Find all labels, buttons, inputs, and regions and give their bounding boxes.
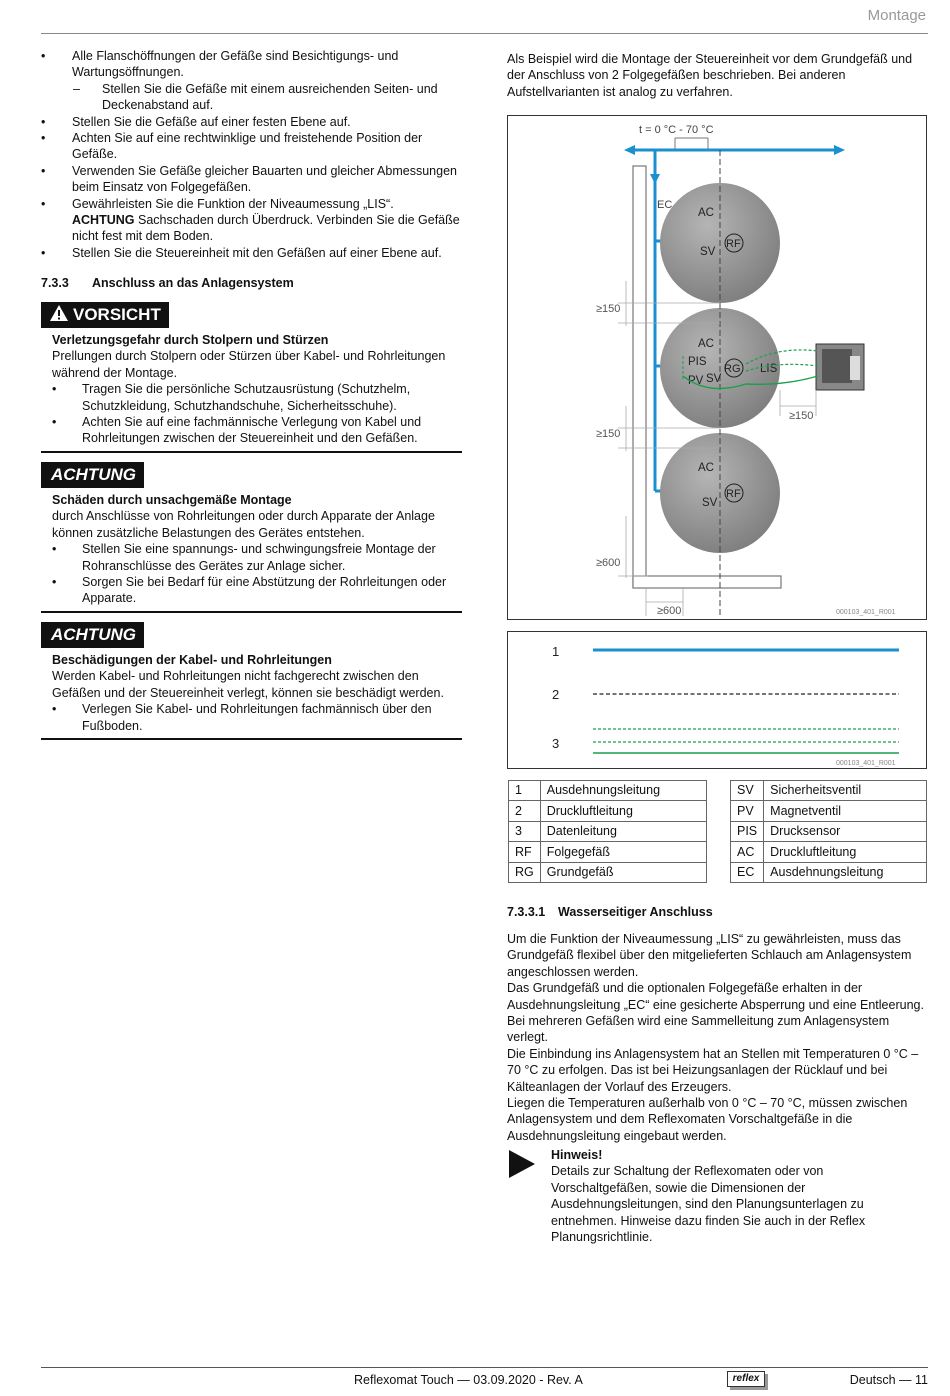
intro-paragraph: Als Beispiel wird die Montage der Steuereinheit vor dem Grundgefäß und der Anschluss von 2 Folgegefäßen beschrieben. Bei anderen Aufstellvarianten ist analog zu verfahren.	[507, 52, 913, 99]
hint-box	[551, 1147, 927, 1245]
warning-triangle-icon	[49, 304, 69, 322]
page-header-title: Montage	[867, 7, 926, 24]
water-connection-text	[507, 931, 927, 1144]
list-item: • Stellen Sie die Gefäße auf einer festen Ebene auf.	[41, 114, 466, 130]
footer-page-number: Deutsch — 11	[849, 1373, 928, 1387]
list-item: • Stellen Sie die Steuereinheit mit den Gefäßen auf einer Ebene auf.	[41, 245, 466, 261]
subsection-number: 7.3.3.1	[507, 905, 546, 919]
paragraph: Die Einbindung ins Anlagensystem hat an Stellen mit Temperaturen 0 °C – 70 °C zu erfolgen. Das ist bei Heizungsanlagen der Rücklauf und bei Kälteanlagen der Vorlauf des Erzeugers.	[507, 1046, 919, 1094]
ec-label: EC	[657, 199, 673, 211]
list-item: • Tragen Sie die persönliche Schutzausrüstung (Schutzhelm, Schutzkleidung, Schutzhandschuhe, Sicherheitsschuhe).	[52, 381, 462, 414]
achtung-title: Beschädigungen der Kabel- und Rohrleitungen	[52, 653, 332, 667]
vorsicht-title: Verletzungsgefahr durch Stolpern und Stürzen	[52, 333, 329, 347]
sv-label: SV	[706, 373, 722, 385]
dim-600-label: ≥600	[657, 605, 682, 617]
legend-value: Magnetventil	[764, 801, 927, 821]
installation-diagram	[507, 115, 927, 620]
legend-table-left	[508, 780, 707, 883]
achtung-badge: ACHTUNG	[41, 462, 144, 488]
reflex-logo: reflex	[727, 1371, 765, 1387]
rf-label: RF	[726, 488, 741, 500]
lis-label: LIS	[760, 363, 778, 375]
paragraph: Liegen die Temperaturen außerhalb von 0 °C – 70 °C, müssen zwischen Anlagensystem und dem Reflexomaten Vorschaltgefäße in die Ausdehnungsleitung eingebaut werden.	[507, 1096, 908, 1143]
list-item: • Verwenden Sie Gefäße gleicher Bauarten und gleicher Abmessungen beim Einsatz von Folgegefäßen.	[41, 163, 466, 196]
pv-label: PV	[688, 375, 704, 387]
vorsicht-text: Prellungen durch Stolpern oder Stürzen über Kabel- und Rohrleitungen während der Montage.	[52, 349, 446, 380]
list-item: • Alle Flanschöffnungen der Gefäße sind Besichtigungs- und Wartungsöffnungen.	[41, 48, 466, 81]
legend-value: Druckluftleitung	[540, 801, 706, 821]
installation-diagram-svg	[508, 116, 926, 619]
section-number: 7.3.3	[41, 276, 69, 290]
section-heading	[41, 275, 294, 291]
line-type-legend	[507, 631, 927, 769]
vorsicht-warning-box	[41, 302, 462, 453]
table-row	[509, 842, 707, 862]
legend-value: Folgegefäß	[540, 842, 706, 862]
legend-key: RF	[509, 842, 541, 862]
list-item: • Stellen Sie eine spannungs- und schwingungsfreie Montage der Rohranschlüsse des Gerätes zur Anlage sicher.	[52, 541, 462, 574]
line-type-legend-svg	[508, 632, 926, 768]
hint-arrow-icon	[509, 1150, 535, 1182]
list-item: • Achten Sie auf eine fachmännische Verlegung von Kabel und Rohrleitungen zwischen der Steuereinheit und den Gefäßen.	[52, 414, 462, 447]
legend-key: RG	[509, 862, 541, 882]
legend-key: AC	[731, 842, 764, 862]
achtung-cable-box	[41, 622, 462, 740]
section-title: Anschluss an das Anlagensystem	[92, 276, 294, 290]
achtung-badge: ACHTUNG	[41, 622, 144, 648]
line-1-label: 1	[552, 644, 560, 659]
subsection-heading	[507, 904, 713, 920]
footer-divider	[41, 1367, 928, 1368]
list-item-text: Gewährleisten Sie die Funktion der Niveaumessung „LIS“.	[72, 196, 394, 211]
header-divider	[41, 33, 928, 34]
rg-label: RG	[724, 363, 741, 375]
legend-key: 2	[509, 801, 541, 821]
legend-value: Ausdehnungsleitung	[764, 862, 927, 882]
list-item: • Verlegen Sie Kabel- und Rohrleitungen fachmännisch über den Fußboden.	[52, 701, 462, 734]
ac-label: AC	[698, 207, 714, 219]
paragraph: Das Grundgefäß und die optionalen Folgegefäße erhalten in der Ausdehnungsleitung „EC“ eine gesicherte Absperrung und eine Entleerung. Bei mehreren Gefäßen wird eine Sammelleitung zum Anlagensystem verlegt.	[507, 981, 924, 1045]
legend-value: Datenleitung	[540, 821, 706, 841]
legend-value: Druckluftleitung	[764, 842, 927, 862]
dim-600-label: ≥600	[596, 557, 621, 569]
sv-label: SV	[700, 246, 716, 258]
legend-value: Grundgefäß	[540, 862, 706, 882]
achtung-text: durch Anschlüsse von Rohrleitungen oder durch Apparate der Anlage können zusätzliche Belastungen des Gerätes entstehen.	[52, 509, 435, 540]
table-row	[509, 801, 707, 821]
paragraph: Um die Funktion der Niveaumessung „LIS“ zu gewährleisten, muss das Grundgefäß flexibel über den mitgelieferten Schlauch am Anlagensystem angeschlossen werden.	[507, 932, 912, 979]
table-row	[509, 821, 707, 841]
line-2-label: 2	[552, 687, 560, 702]
sv-label: SV	[702, 497, 718, 509]
list-item: – Stellen Sie die Gefäße mit einem ausreichenden Seiten- und Deckenabstand auf.	[41, 81, 466, 114]
achtung-title: Schäden durch unsachgemäße Montage	[52, 493, 292, 507]
legend-table-right	[730, 780, 927, 883]
achtung-text: Werden Kabel- und Rohrleitungen nicht fachgerecht zwischen den Gefäßen und der Steuereinheit verlegt, können sie beschädigt werden.	[52, 669, 444, 700]
ac-label: AC	[698, 462, 714, 474]
line-3-label: 3	[552, 736, 560, 751]
dim-150-label: ≥150	[789, 410, 814, 422]
legend-key: PV	[731, 801, 764, 821]
table-row	[509, 781, 707, 801]
legend-key: PIS	[731, 821, 764, 841]
footer-document-info: Reflexomat Touch — 03.09.2020 - Rev. A	[354, 1373, 583, 1387]
vorsicht-badge	[41, 302, 169, 328]
table-row	[731, 821, 927, 841]
legend-value: Sicherheitsventil	[764, 781, 927, 801]
achtung-inline-label: ACHTUNG	[72, 213, 135, 228]
list-item	[41, 196, 466, 245]
table-row	[509, 862, 707, 882]
hint-title: Hinweis!	[551, 1148, 603, 1162]
legend-value: Drucksensor	[764, 821, 927, 841]
figure-code: 000103_401_R001	[836, 760, 896, 767]
legend-key: 1	[509, 781, 541, 801]
hint-text: Details zur Schaltung der Reflexomaten oder von Vorschaltgefäßen, sowie die Dimensionen der Ausdehnungsleitungen, sind den Planungsunterlagen zu entnehmen. Hinweise dazu finden Sie auch in der Reflex Planungsrichtlinie.	[551, 1164, 866, 1245]
table-row	[731, 801, 927, 821]
list-item: • Achten Sie auf eine rechtwinklige und freistehende Position der Gefäße.	[41, 130, 466, 163]
temp-label: t = 0 °C - 70 °C	[639, 124, 714, 136]
pis-label: PIS	[688, 356, 707, 368]
mounting-bullet-list	[41, 48, 466, 261]
dim-150-label: ≥150	[596, 428, 621, 440]
ac-label: AC	[698, 338, 714, 350]
list-item-text: Sachschaden durch Überdruck. Verbinden Sie die Gefäße nicht fest mit dem Boden.	[72, 213, 460, 244]
legend-key: SV	[731, 781, 764, 801]
vorsicht-badge-label: VORSICHT	[73, 305, 161, 324]
legend-value: Ausdehnungsleitung	[540, 781, 706, 801]
subsection-title: Wasserseitiger Anschluss	[558, 905, 713, 919]
rf-label: RF	[726, 238, 741, 250]
achtung-damage-box	[41, 462, 462, 613]
legend-key: EC	[731, 862, 764, 882]
figure-code: 000103_401_R001	[836, 609, 896, 616]
legend-key: 3	[509, 821, 541, 841]
list-item: • Sorgen Sie bei Bedarf für eine Abstützung der Rohrleitungen oder Apparate.	[52, 574, 462, 607]
table-row	[731, 781, 927, 801]
table-row	[731, 842, 927, 862]
table-row	[731, 862, 927, 882]
dim-150-label: ≥150	[596, 303, 621, 315]
